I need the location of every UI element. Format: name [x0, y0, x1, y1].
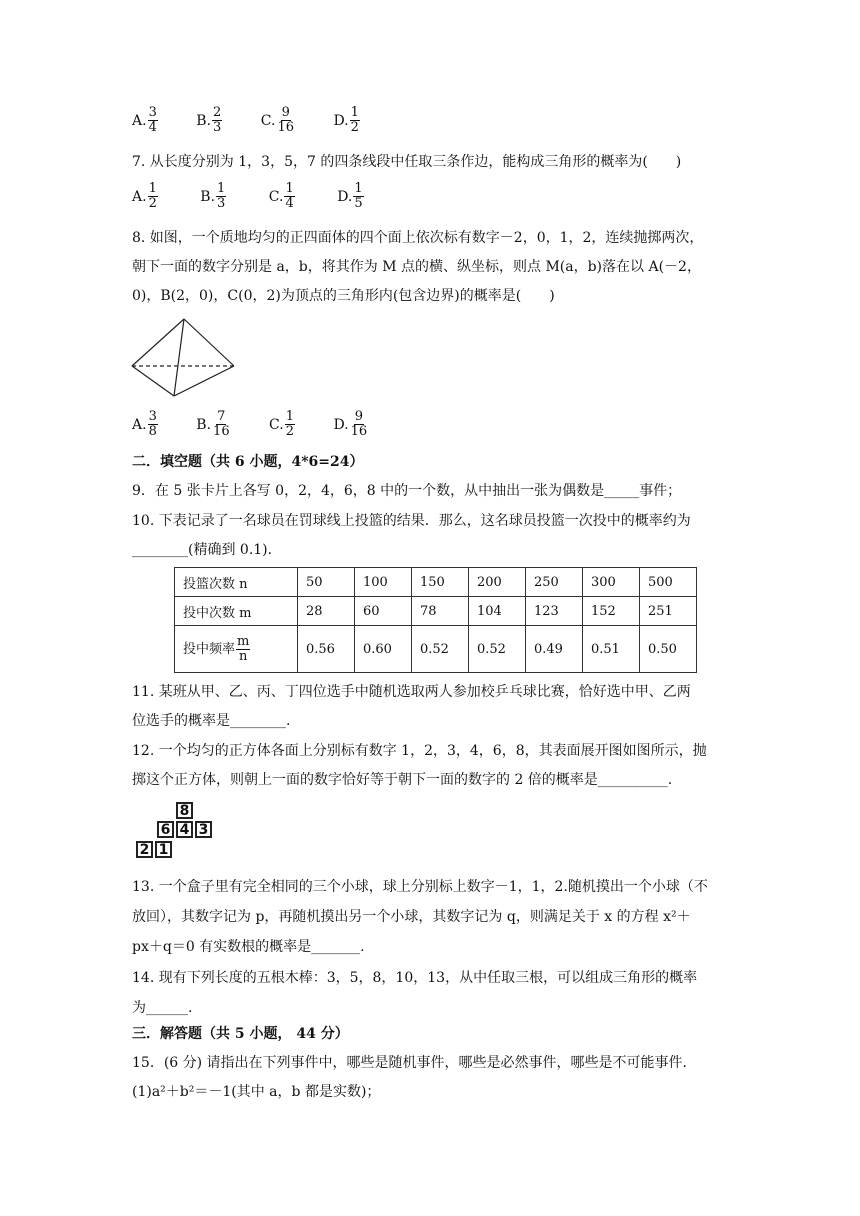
- q11-line2: 位选手的概率是________.: [132, 713, 291, 729]
- table-cell: 60: [355, 597, 412, 626]
- table-cell: 0.56: [298, 626, 355, 673]
- q13-line2: 放回），其数字记为 p，再随机摸出另一个小球，其数字记为 q，则满足关于 x 的方程 x²＋: [132, 909, 691, 925]
- table-cell: 500: [640, 568, 697, 597]
- table-cell: 0.50: [640, 626, 697, 673]
- table-cell: 0.52: [469, 626, 526, 673]
- q8-option-c: C. $\frac{1}{2}$: [269, 409, 294, 439]
- table-cell: 104: [469, 597, 526, 626]
- table-cell: 0.60: [355, 626, 412, 673]
- q15-line1: 15．(6 分) 请指出在下列事件中，哪些是随机事件，哪些是必然事件，哪些是不可能事件．: [132, 1055, 697, 1071]
- q6-option-d: D. $\frac{1}{2}$: [333, 105, 359, 135]
- shooting-table: [174, 567, 697, 673]
- q6-option-a: A. $\frac{3}{4}$: [132, 105, 157, 135]
- table-cell: 150: [412, 568, 469, 597]
- section-3-heading: 三．解答题（共 5 小题， 44 分）: [132, 1026, 349, 1042]
- table-cell: 100: [355, 568, 412, 597]
- table-cell: 152: [583, 597, 640, 626]
- q12-line1: 12. 一个均匀的正方体各面上分别标有数字 1，2，3，4，6，8，其表面展开图如图所示，抛: [132, 743, 707, 759]
- q7-text: 7. 从长度分别为 1，3，5，7 的四条线段中任取三条作边，能构成三角形的概率为( ): [132, 154, 682, 170]
- q8-option-b: B. $\frac{7}{16}$: [196, 409, 230, 439]
- q14-line1: 14. 现有下列长度的五根木棒：3，5，8，10，13，从中任取三根，可以组成三角形的概率: [132, 970, 698, 986]
- net-cell: 3: [195, 821, 212, 838]
- net-cell: 2: [136, 841, 153, 858]
- q10-line2: ________(精确到 0.1)．: [132, 542, 282, 558]
- table-row: [175, 626, 697, 673]
- q7-option-a: A. $\frac{1}{2}$: [132, 181, 157, 211]
- table-cell: 0.49: [526, 626, 583, 673]
- table-cell: 50: [298, 568, 355, 597]
- table-cell: 0.52: [412, 626, 469, 673]
- net-cell: 4: [176, 821, 193, 838]
- row-header: 投中次数 m: [175, 597, 298, 626]
- row-header: 投中频率 $\frac{m}{n}$: [175, 626, 298, 673]
- table-cell: 123: [526, 597, 583, 626]
- q8-option-d: D. $\frac{9}{16}$: [333, 409, 368, 439]
- q11-line1: 11. 某班从甲、乙、丙、丁四位选手中随机选取两人参加校乒乓球比赛，恰好选中甲、乙两: [132, 684, 691, 700]
- q6-option-b: B. $\frac{2}{3}$: [196, 105, 222, 135]
- table-row: [175, 597, 697, 626]
- net-cell: 8: [176, 802, 193, 819]
- q8-options: [132, 410, 368, 439]
- q7-option-b: B. $\frac{1}{3}$: [200, 181, 226, 211]
- q9-text: 9．在 5 张卡片上各写 0，2，4，6，8 中的一个数，从中抽出一张为偶数是_____事件；: [132, 483, 682, 499]
- q6-option-c: C. $\frac{9}{16}$: [260, 105, 294, 135]
- q8-line1: 8. 如图，一个质地均匀的正四面体的四个面上依次标有数字－2，0，1，2，连续抛掷两次，: [132, 230, 704, 246]
- q12-line2: 掷这个正方体，则朝上一面的数字恰好等于朝下一面的数字的 2 倍的概率是__________.: [132, 772, 673, 788]
- q14-line2: 为______.: [132, 1000, 193, 1016]
- q15-line2: (1)a²＋b²＝－1(其中 a，b 都是实数)；: [132, 1084, 381, 1100]
- q7-option-c: C. $\frac{1}{4}$: [268, 181, 294, 211]
- table-cell: 0.51: [583, 626, 640, 673]
- table-cell: 250: [526, 568, 583, 597]
- table-row: [175, 568, 697, 597]
- q8-line2: 朝下一面的数字分别是 a，b，将其作为 M 点的横、纵坐标，则点 M(a，b)落在以 A(－2，: [132, 259, 701, 275]
- q8-line3: 0)，B(2，0)，C(0，2)为顶点的三角形内(包含边界)的概率是( ): [132, 288, 555, 304]
- table-cell: 200: [469, 568, 526, 597]
- q13-line1: 13. 一个盒子里有完全相同的三个小球，球上分别标上数字－1，1，2.随机摸出一个小球（不: [132, 879, 708, 895]
- q6-options: [132, 106, 360, 135]
- q10-line1: 10. 下表记录了一名球员在罚球线上投篮的结果．那么，这名球员投篮一次投中的概率约为: [132, 513, 691, 529]
- section-2-heading: 二．填空题（共 6 小题，4*6=24）: [132, 454, 364, 470]
- net-cell: 6: [157, 821, 174, 838]
- q7-options: [132, 182, 364, 211]
- tetrahedron-figure: [128, 314, 238, 404]
- table-cell: 28: [298, 597, 355, 626]
- q7-option-d: D. $\frac{1}{5}$: [337, 181, 363, 211]
- q13-line3: px＋q＝0 有实数根的概率是_______.: [132, 939, 365, 955]
- q8-option-a: A. $\frac{3}{8}$: [132, 409, 157, 439]
- table-cell: 251: [640, 597, 697, 626]
- net-cell: 1: [155, 841, 172, 858]
- table-cell: 300: [583, 568, 640, 597]
- table-cell: 78: [412, 597, 469, 626]
- row-header: 投篮次数 n: [175, 568, 298, 597]
